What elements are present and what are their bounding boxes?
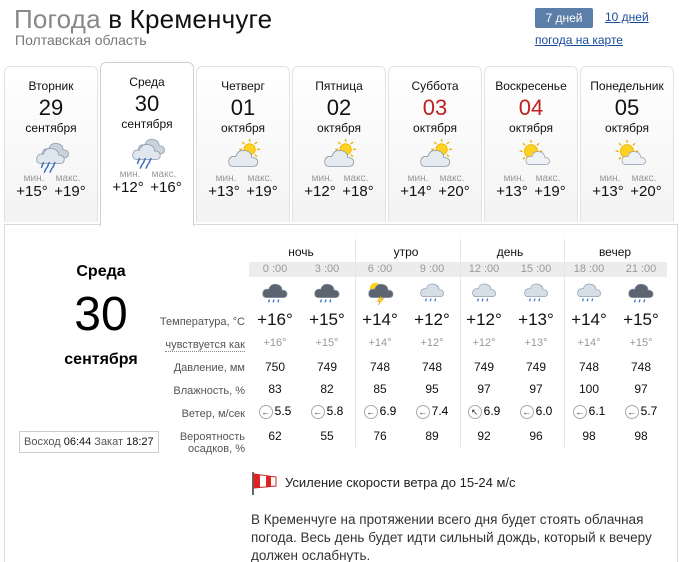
precip-cell: 76 <box>373 429 387 443</box>
rain-cloud-icon <box>127 135 167 169</box>
humidity-row-label: Влажность, % <box>173 385 245 397</box>
precip-cell: 96 <box>529 429 543 443</box>
precip-cell: 55 <box>320 429 334 443</box>
wind-speed: 6.9 <box>483 404 501 418</box>
pressure-row-label: Давление, мм <box>173 362 245 374</box>
feel-cell: +15° <box>315 337 339 349</box>
wind-cell <box>615 404 667 419</box>
day-tab-number: 05 <box>614 95 640 120</box>
day-tab-number: 03 <box>422 95 448 120</box>
wind-cell <box>563 404 615 419</box>
wind-direction-icon: ← <box>259 405 273 419</box>
day-tab-month: октября <box>413 121 457 135</box>
min-temp: +15° <box>16 183 48 200</box>
humidity-cell: 100 <box>578 382 600 396</box>
pressure-cell: 749 <box>316 360 338 374</box>
humidity-cell: 83 <box>268 382 282 396</box>
day-tabs <box>4 66 678 224</box>
daypart-label: утро <box>393 245 419 259</box>
daypart-label: вечер <box>598 245 632 259</box>
day-tab-name: Среда <box>129 75 165 89</box>
min-max-temps <box>293 183 385 200</box>
max-temp: +20° <box>630 183 662 200</box>
min-max-labels: мин. макс. <box>311 173 369 184</box>
humidity-cell: 95 <box>425 382 439 396</box>
wind-speed: 7.4 <box>431 404 449 418</box>
day-tab-2[interactable] <box>100 62 194 226</box>
wind-cell <box>458 404 510 419</box>
min-max-labels: мин. макс. <box>23 173 81 184</box>
feel-cell: +12° <box>472 337 496 349</box>
wind-alert-text: Усиление скорости ветра до 15-24 м/с <box>285 475 516 490</box>
night-rain-icon <box>626 280 656 306</box>
min-temp: +12° <box>304 183 336 200</box>
detail-month: сентября <box>64 351 138 368</box>
humidity-cell: 97 <box>634 382 648 396</box>
hour-label: 3 :00 <box>314 263 340 275</box>
day-tab-number: 02 <box>326 95 352 120</box>
view-7-days-button[interactable]: 7 дней <box>535 8 593 28</box>
wind-direction-icon: ← <box>573 405 587 419</box>
hour-label: 18 :00 <box>573 263 605 275</box>
min-max-labels: мин. макс. <box>599 173 657 184</box>
precip-cell: 62 <box>268 429 282 443</box>
max-temp: +19° <box>246 183 278 200</box>
min-max-temps <box>581 183 673 200</box>
feel-cell: +16° <box>263 337 287 349</box>
min-max-temps <box>389 183 481 200</box>
feel-cell: +14° <box>577 337 601 349</box>
wind-cell <box>406 404 458 419</box>
view-10-days-link[interactable]: 10 дней <box>605 10 649 24</box>
min-max-labels: мин. макс. <box>119 169 177 180</box>
day-tab-name: Воскресенье <box>495 79 567 93</box>
day-tab-name: Вторник <box>28 79 74 93</box>
pressure-cell: 748 <box>421 360 443 374</box>
wind-direction-icon: ← <box>520 405 534 419</box>
min-temp: +14° <box>400 183 432 200</box>
pressure-cell: 748 <box>578 360 600 374</box>
max-temp: +19° <box>534 183 566 200</box>
max-temp: +16° <box>150 179 182 196</box>
day-tab-name: Пятница <box>315 79 363 93</box>
day-description: В Кременчуге на протяжении всего дня будет стоять облачная погода. Весь день будет идти сильный дождь, который к вечеру должен ослабнуть. <box>251 512 652 562</box>
humidity-cell: 85 <box>373 382 387 396</box>
precip-cell: 98 <box>582 429 596 443</box>
wind-cell <box>249 404 301 419</box>
pressure-cell: 748 <box>630 360 652 374</box>
day-tab-4[interactable] <box>292 66 386 222</box>
min-max-temps <box>5 183 97 200</box>
temp-cell: +12° <box>414 310 450 329</box>
hour-label: 12 :00 <box>468 263 500 275</box>
detail-day-number: 30 <box>74 288 128 341</box>
day-tab-number: 01 <box>230 95 256 120</box>
day-detail-panel <box>4 224 678 562</box>
region-label: Полтавская область <box>15 32 147 48</box>
rain-icon <box>469 280 499 306</box>
wind-direction-icon: ← <box>625 405 639 419</box>
precip-cell: 92 <box>477 429 491 443</box>
feel-row-label[interactable]: чувствуется как <box>165 339 245 351</box>
sun-cloud-icon <box>511 139 551 173</box>
daypart-label: день <box>496 245 524 259</box>
humidity-cell: 82 <box>320 382 334 396</box>
min-max-temps <box>485 183 577 200</box>
wind-warning-icon <box>250 470 278 496</box>
precip-cell: 98 <box>634 429 648 443</box>
temp-cell: +13° <box>518 310 554 329</box>
min-max-labels: мин. макс. <box>215 173 273 184</box>
min-max-temps <box>197 183 289 200</box>
min-temp: +13° <box>592 183 624 200</box>
min-max-temps <box>101 179 193 196</box>
hour-label: 9 :00 <box>419 263 445 275</box>
day-tab-5[interactable] <box>388 66 482 222</box>
page-title: Погода в Кременчуге <box>14 4 273 34</box>
max-temp: +20° <box>438 183 470 200</box>
pressure-cell: 749 <box>473 360 495 374</box>
day-tab-number: 30 <box>134 91 160 116</box>
night-rain-icon <box>312 280 342 306</box>
precip-cell: 89 <box>425 429 439 443</box>
max-temp: +18° <box>342 183 374 200</box>
day-tab-7[interactable] <box>580 66 674 222</box>
pressure-cell: 750 <box>264 360 286 374</box>
partly-cloudy-icon <box>319 139 359 173</box>
wind-direction-icon: ← <box>416 405 430 419</box>
partly-cloudy-icon <box>223 139 263 173</box>
max-temp: +19° <box>54 183 86 200</box>
wind-speed: 6.0 <box>535 404 553 418</box>
pressure-cell: 749 <box>525 360 547 374</box>
temp-cell: +14° <box>362 310 398 329</box>
day-tab-3[interactable] <box>196 66 290 222</box>
day-tab-month: октября <box>317 121 361 135</box>
weather-map-link[interactable]: погода на карте <box>535 33 623 47</box>
night-rain-icon <box>260 280 290 306</box>
rain-cloud-icon <box>31 139 71 173</box>
min-temp: +13° <box>208 183 240 200</box>
temp-cell: +12° <box>466 310 502 329</box>
day-tab-month: сентября <box>121 117 173 131</box>
daypart-label: ночь <box>288 245 314 259</box>
day-tab-6[interactable] <box>484 66 578 222</box>
min-max-labels: мин. макс. <box>407 173 465 184</box>
min-max-labels: мин. макс. <box>503 173 561 184</box>
temp-cell: +15° <box>309 310 345 329</box>
min-temp: +13° <box>496 183 528 200</box>
day-tab-number: 04 <box>518 95 544 120</box>
rain-icon <box>417 280 447 306</box>
sun-times: Восход 06:44 Закат 18:27 <box>19 431 159 453</box>
wind-speed: 6.1 <box>588 404 606 418</box>
day-tab-month: октября <box>221 121 265 135</box>
day-tab-month: октября <box>605 121 649 135</box>
wind-speed: 5.8 <box>326 404 344 418</box>
day-tab-1[interactable] <box>4 66 98 222</box>
detail-day-name: Среда <box>76 263 126 280</box>
day-tab-month: сентября <box>25 121 77 135</box>
wind-cell <box>301 404 353 419</box>
pressure-cell: 748 <box>369 360 391 374</box>
hour-label: 0 :00 <box>262 263 288 275</box>
feel-cell: +13° <box>524 337 548 349</box>
day-tab-name: Понедельник <box>590 79 664 93</box>
precip-row-label: Вероятность осадков, % <box>179 431 245 455</box>
feel-cell: +15° <box>629 337 653 349</box>
humidity-cell: 97 <box>529 382 543 396</box>
wind-direction-icon: ← <box>364 405 378 419</box>
partly-cloudy-icon <box>415 139 455 173</box>
temp-row-label: Температура, °C <box>159 316 245 328</box>
temp-cell: +16° <box>257 310 293 329</box>
wind-cell <box>354 404 406 419</box>
wind-direction-icon: ↖ <box>468 405 482 419</box>
wind-row-label: Ветер, м/сек <box>181 408 245 420</box>
hour-label: 6 :00 <box>367 263 393 275</box>
rain-icon <box>521 280 551 306</box>
feel-cell: +12° <box>420 337 444 349</box>
wind-speed: 5.5 <box>274 404 292 418</box>
feel-cell: +14° <box>368 337 392 349</box>
wind-cell <box>510 404 562 419</box>
wind-speed: 5.7 <box>640 404 658 418</box>
hour-label: 15 :00 <box>520 263 552 275</box>
day-tab-month: октября <box>509 121 553 135</box>
sun-cloud-icon <box>607 139 647 173</box>
wind-direction-icon: ← <box>311 405 325 419</box>
wind-speed: 6.9 <box>379 404 397 418</box>
humidity-cell: 97 <box>477 382 491 396</box>
day-tab-name: Четверг <box>221 79 265 93</box>
temp-cell: +15° <box>623 310 659 329</box>
hour-label: 21 :00 <box>625 263 657 275</box>
rain-icon <box>574 280 604 306</box>
min-temp: +12° <box>112 179 144 196</box>
thunderstorm-icon <box>365 280 395 306</box>
temp-cell: +14° <box>571 310 607 329</box>
day-tab-number: 29 <box>38 95 64 120</box>
day-tab-name: Суббота <box>411 79 459 93</box>
